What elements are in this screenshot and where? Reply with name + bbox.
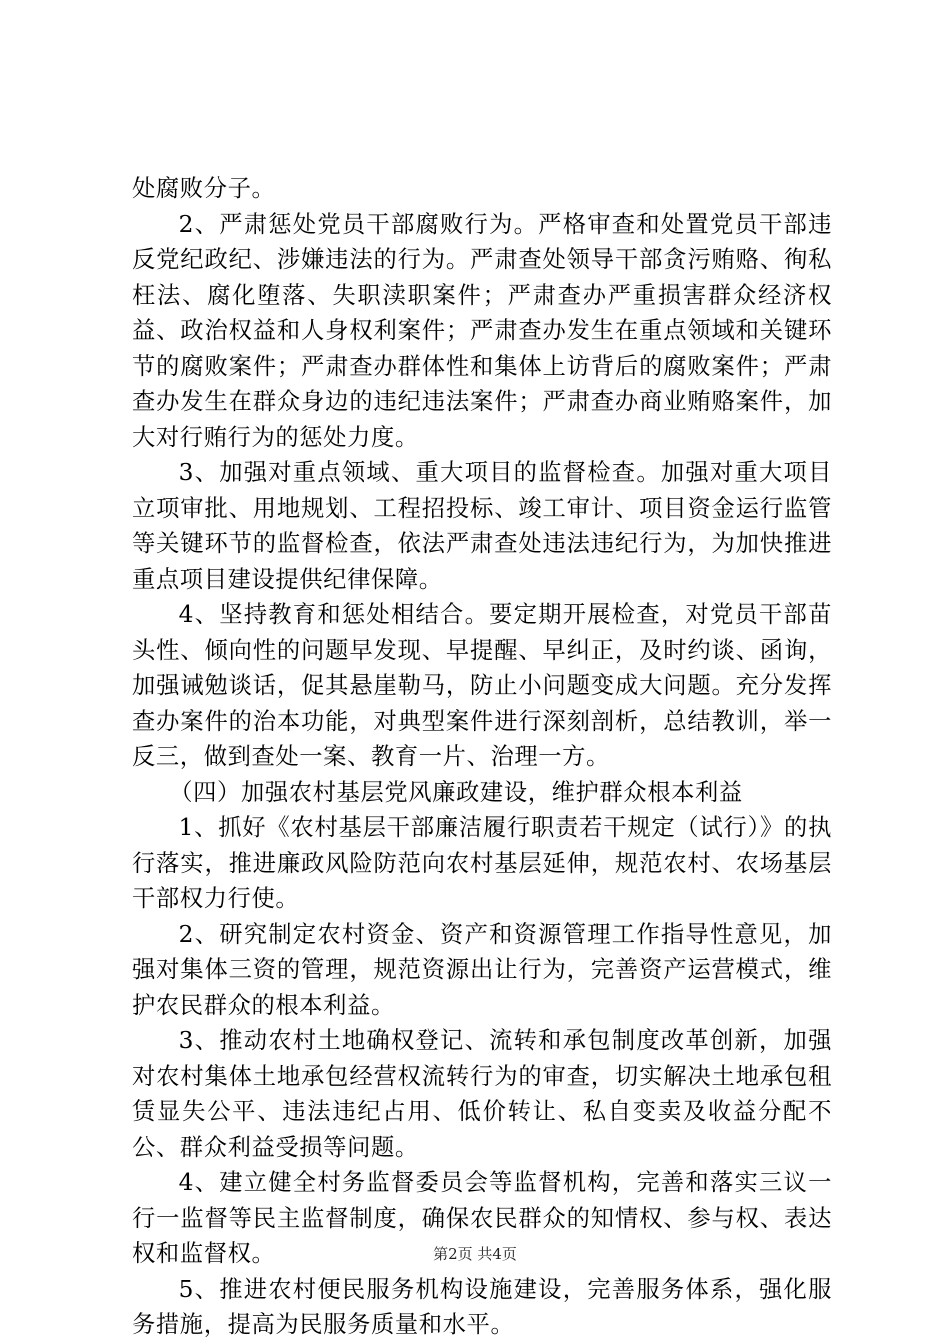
section-heading-four: （四）加强农村基层党风廉政建设，维护群众根本利益 [169,778,743,806]
paragraph-rural-item-5: 5、推进农村便民服务机构设施建设，完善服务体系，强化服务措施，提高为民服务质量和水平。 [132,1275,832,1338]
paragraph-item-2-punish-corruption: 2、严肃惩处党员干部腐败行为。严格审查和处置党员干部违反党纪政纪、涉嫌违法的行为。严肃查处领导干部贪污贿赂、徇私枉法、腐化堕落、失职渎职案件；严肃查办严重损害群众经济权益、政治权益和人身权利案件；严肃查办发生在重点领域和关键环节的腐败案件；严肃查办群体性和集体上访背后的腐败案件；严肃查办发生在群众身边的违纪违法案件；严肃查办商业贿赂案件，加大对行贿行为的惩处力度。 [132,210,832,451]
paragraph-rural-item-3: 3、推动农村土地确权登记、流转和承包制度改革创新，加强对农村集体土地承包经营权流转行为的审查，切实解决土地承包租赁显失公平、违法违纪占用、低价转让、私自变卖及收益分配不公、群众利益受损等问题。 [132,1027,832,1161]
paragraph-rural-item-4: 4、建立健全村务监督委员会等监督机构，完善和落实三议一行一监督等民主监督制度，确保农民群众的知情权、参与权、表达权和监督权。 [132,1169,832,1267]
paragraph-rural-item-1: 1、抓好《农村基层干部廉洁履行职责若干规定（试行）》的执行落实，推进廉政风险防范向农村基层延伸，规范农村、农场基层干部权力行使。 [132,814,832,912]
page-number-footer: 第2页 共4页 [433,1245,517,1263]
paragraph-item-4-education: 4、坚持教育和惩处相结合。要定期开展检查，对党员干部苗头性、倾向性的问题早发现、早提醒、早纠正，及时约谈、函询，加强诫勉谈话，促其悬崖勒马，防止小问题变成大问题。充分发挥查办案件的治本功能，对典型案件进行深刻剖析，总结教训，举一反三，做到查处一案、教育一片、治理一方。 [132,601,832,770]
document-body [132,171,832,1343]
paragraph-continuation: 处腐败分子。 [132,175,276,202]
paragraph-item-3-supervision: 3、加强对重点领域、重大项目的监督检查。加强对重大项目立项审批、用地规划、工程招投标、竣工审计、项目资金运行监管等关键环节的监督检查，依法严肃查处违法违纪行为，为加快推进重点项目建设提供纪律保障。 [132,459,832,593]
paragraph-rural-item-2: 2、研究制定农村资金、资产和资源管理工作指导性意见，加强对集体三资的管理，规范资源出让行为，完善资产运营模式，维护农民群众的根本利益。 [132,920,832,1019]
